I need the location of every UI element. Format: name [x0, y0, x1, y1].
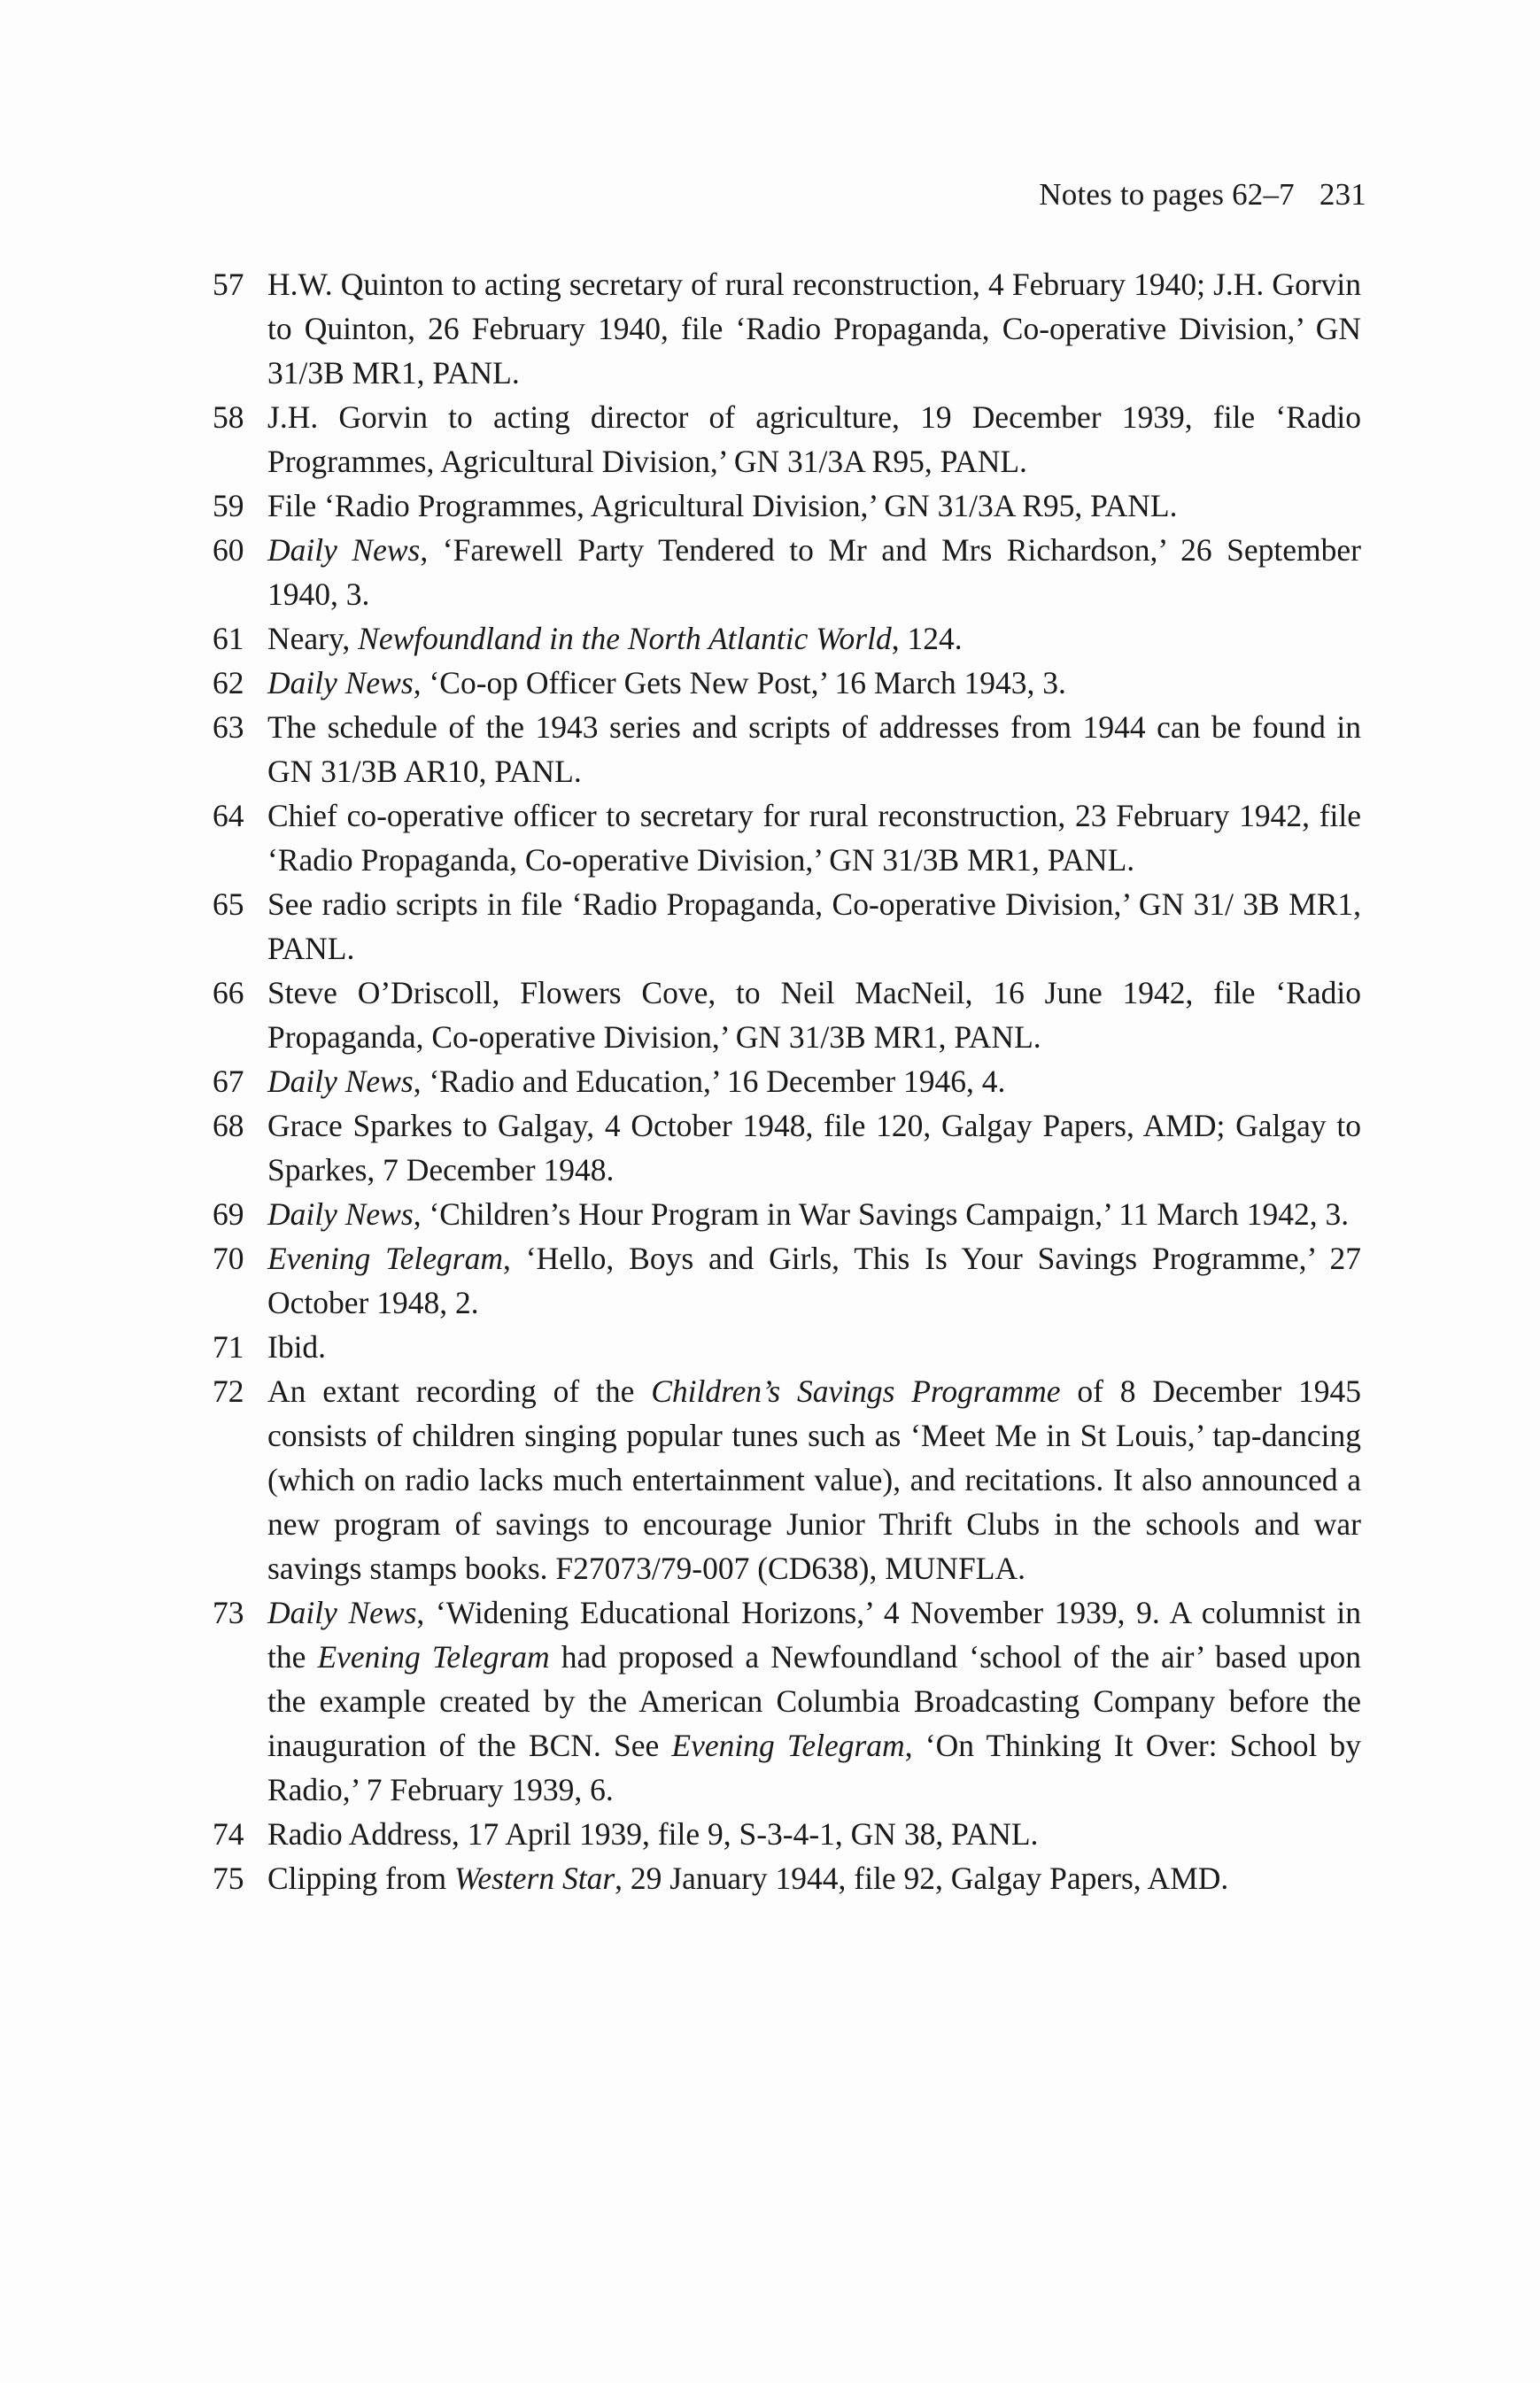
italic-title: Evening Telegram — [267, 1241, 503, 1276]
endnote-60 — [0, 528, 1361, 616]
italic-title: Daily News — [267, 1064, 414, 1099]
endnote-61 — [0, 616, 1361, 661]
text-run: An extant recording of the — [267, 1373, 652, 1409]
endnote-text — [267, 488, 1178, 523]
endnote-58 — [0, 395, 1361, 484]
text-run: Neary, — [267, 621, 359, 656]
text-run: Grace Sparkes to Galgay, 4 October 1948, file 120, Galgay Papers, AMD; Galgay to Sparkes, 7 December 1948. — [267, 1108, 1361, 1188]
endnote-text — [267, 1064, 1005, 1099]
endnote-number: 64 — [213, 798, 244, 833]
endnote-text — [267, 665, 1066, 700]
endnote-text — [267, 267, 1361, 391]
endnote-number: 75 — [213, 1861, 244, 1896]
text-run: File ‘Radio Programmes, Agricultural Division,’ GN 31/3A R95, PANL. — [267, 488, 1178, 523]
italic-title: Children’s Savings Programme — [651, 1373, 1061, 1409]
endnote-text — [267, 709, 1361, 789]
text-run: , 124. — [891, 621, 963, 656]
endnote-59 — [0, 484, 1361, 528]
text-run: See radio scripts in file ‘Radio Propaganda, Co-operative Division,’ GN 31/ 3B MR1, PANL. — [267, 886, 1361, 966]
text-run: , ‘Farewell Party Tendered to Mr and Mrs Richardson,’ 26 September 1940, 3. — [267, 532, 1361, 612]
text-run: , 29 January 1944, file 92, Galgay Papers, AMD. — [615, 1861, 1229, 1896]
endnote-number: 74 — [213, 1816, 244, 1852]
text-run: , ‘On Thinking It Over: School by Radio,’ 7 February 1939, 6. — [267, 1728, 1362, 1807]
text-run: , ‘Children’s Hour Program in War Savings Campaign,’ 11 March 1942, 3. — [413, 1196, 1350, 1232]
endnote-62 — [0, 661, 1361, 705]
endnote-68 — [0, 1103, 1361, 1192]
endnote-73 — [0, 1590, 1361, 1812]
endnote-number: 60 — [213, 532, 244, 568]
text-run: H.W. Quinton to acting secretary of rural reconstruction, 4 February 1940; J.H. Gorvin to Quinton, 26 February 1940, file ‘Radio Propaganda, Co-operative Division,’ GN 31/3B MR1, PANL. — [267, 267, 1361, 391]
endnote-72 — [0, 1369, 1361, 1590]
endnote-text — [267, 1241, 1361, 1320]
running-head — [1039, 177, 1366, 213]
endnote-number: 63 — [213, 709, 244, 745]
endnote-number: 62 — [213, 665, 244, 700]
running-head-title: Notes to pages 62–7 — [1039, 177, 1295, 212]
text-run: Chief co-operative officer to secretary for rural reconstruction, 23 February 1942, file ‘Radio Propaganda, Co-operative Division,’ GN 31/3B MR1, PANL. — [267, 798, 1361, 878]
endnote-64 — [0, 793, 1361, 882]
endnotes-list — [0, 262, 1540, 1900]
italic-title: Evening Telegram — [671, 1728, 905, 1763]
text-run: , ‘Widening Educational Horizons,’ 4 November 1939, 9. A columnist in the — [267, 1595, 1361, 1675]
endnote-71 — [0, 1325, 1361, 1369]
text-run: , ‘Co-op Officer Gets New Post,’ 16 March 1943, 3. — [413, 665, 1066, 700]
endnote-74 — [0, 1812, 1361, 1856]
endnote-text — [267, 1595, 1361, 1807]
text-run: J.H. Gorvin to acting director of agriculture, 19 December 1939, file ‘Radio Programmes, Agricultural Division,’ GN 31/3A R95, PANL. — [267, 399, 1361, 479]
text-run: Steve O’Driscoll, Flowers Cove, to Neil MacNeil, 16 June 1942, file ‘Radio Propaganda, Co-operative Division,’ GN 31/3B MR1, PANL. — [267, 975, 1361, 1055]
text-run: , ‘Radio and Education,’ 16 December 1946, 4. — [413, 1064, 1006, 1099]
text-run: Clipping from — [267, 1861, 455, 1896]
endnote-text — [267, 1329, 326, 1365]
endnote-text — [267, 1196, 1349, 1232]
text-run: of 8 December 1945 consists of children singing popular tunes such as ‘Meet Me in St Louis,’ tap-dancing (which on radio lacks much entertainment value), and recitations. It also announced a new program of savings to encourage Junior Thrift Clubs in the schools and war savings stamps books. F27073/79-007 (CD638), MUNFLA. — [267, 1373, 1361, 1586]
page-number: 231 — [1319, 177, 1366, 212]
endnote-text — [267, 1816, 1038, 1852]
italic-title: Daily News — [267, 1595, 417, 1630]
endnote-number: 71 — [213, 1329, 244, 1365]
endnote-75 — [0, 1856, 1361, 1900]
italic-title: Western Star — [454, 1861, 615, 1896]
italic-title: Daily News — [267, 532, 421, 568]
endnote-67 — [0, 1059, 1361, 1103]
endnote-number: 59 — [213, 488, 244, 523]
endnote-number: 68 — [213, 1108, 244, 1143]
text-run: Radio Address, 17 April 1939, file 9, S-3-4-1, GN 38, PANL. — [267, 1816, 1039, 1852]
endnote-number: 70 — [213, 1241, 244, 1276]
text-run: Ibid. — [267, 1329, 327, 1365]
endnote-65 — [0, 882, 1361, 971]
endnote-57 — [0, 262, 1361, 395]
endnote-number: 67 — [213, 1064, 244, 1099]
endnote-number: 61 — [213, 621, 244, 656]
endnote-number: 57 — [213, 267, 244, 302]
text-run: had proposed a Newfoundland ‘school of the air’ based upon the example created by the American Columbia Broadcasting Company before the inauguration of the BCN. See — [267, 1639, 1362, 1763]
endnote-text — [267, 1861, 1228, 1896]
endnote-text — [267, 975, 1361, 1055]
endnote-text — [267, 399, 1361, 479]
text-run: , ‘Hello, Boys and Girls, This Is Your Savings Programme,’ 27 October 1948, 2. — [267, 1241, 1362, 1320]
endnote-text — [267, 621, 963, 656]
endnote-text — [267, 1373, 1361, 1586]
italic-title: Daily News — [267, 1196, 414, 1232]
italic-title: Evening Telegram — [317, 1639, 550, 1675]
endnote-text — [267, 798, 1361, 878]
endnote-text — [267, 1108, 1361, 1188]
endnote-66 — [0, 971, 1361, 1059]
endnote-number: 66 — [213, 975, 244, 1010]
endnote-text — [267, 532, 1361, 612]
endnote-number: 69 — [213, 1196, 244, 1232]
italic-title: Newfoundland in the North Atlantic World — [358, 621, 892, 656]
endnote-70 — [0, 1236, 1361, 1325]
endnote-number: 73 — [213, 1595, 244, 1630]
endnote-number: 72 — [213, 1373, 244, 1409]
endnote-text — [267, 886, 1361, 966]
text-run: The schedule of the 1943 series and scripts of addresses from 1944 can be found in GN 31/3B AR10, PANL. — [267, 709, 1361, 789]
endnote-number: 58 — [213, 399, 244, 435]
endnote-69 — [0, 1192, 1361, 1236]
endnote-63 — [0, 705, 1361, 793]
endnote-number: 65 — [213, 886, 244, 922]
italic-title: Daily News — [267, 665, 414, 700]
